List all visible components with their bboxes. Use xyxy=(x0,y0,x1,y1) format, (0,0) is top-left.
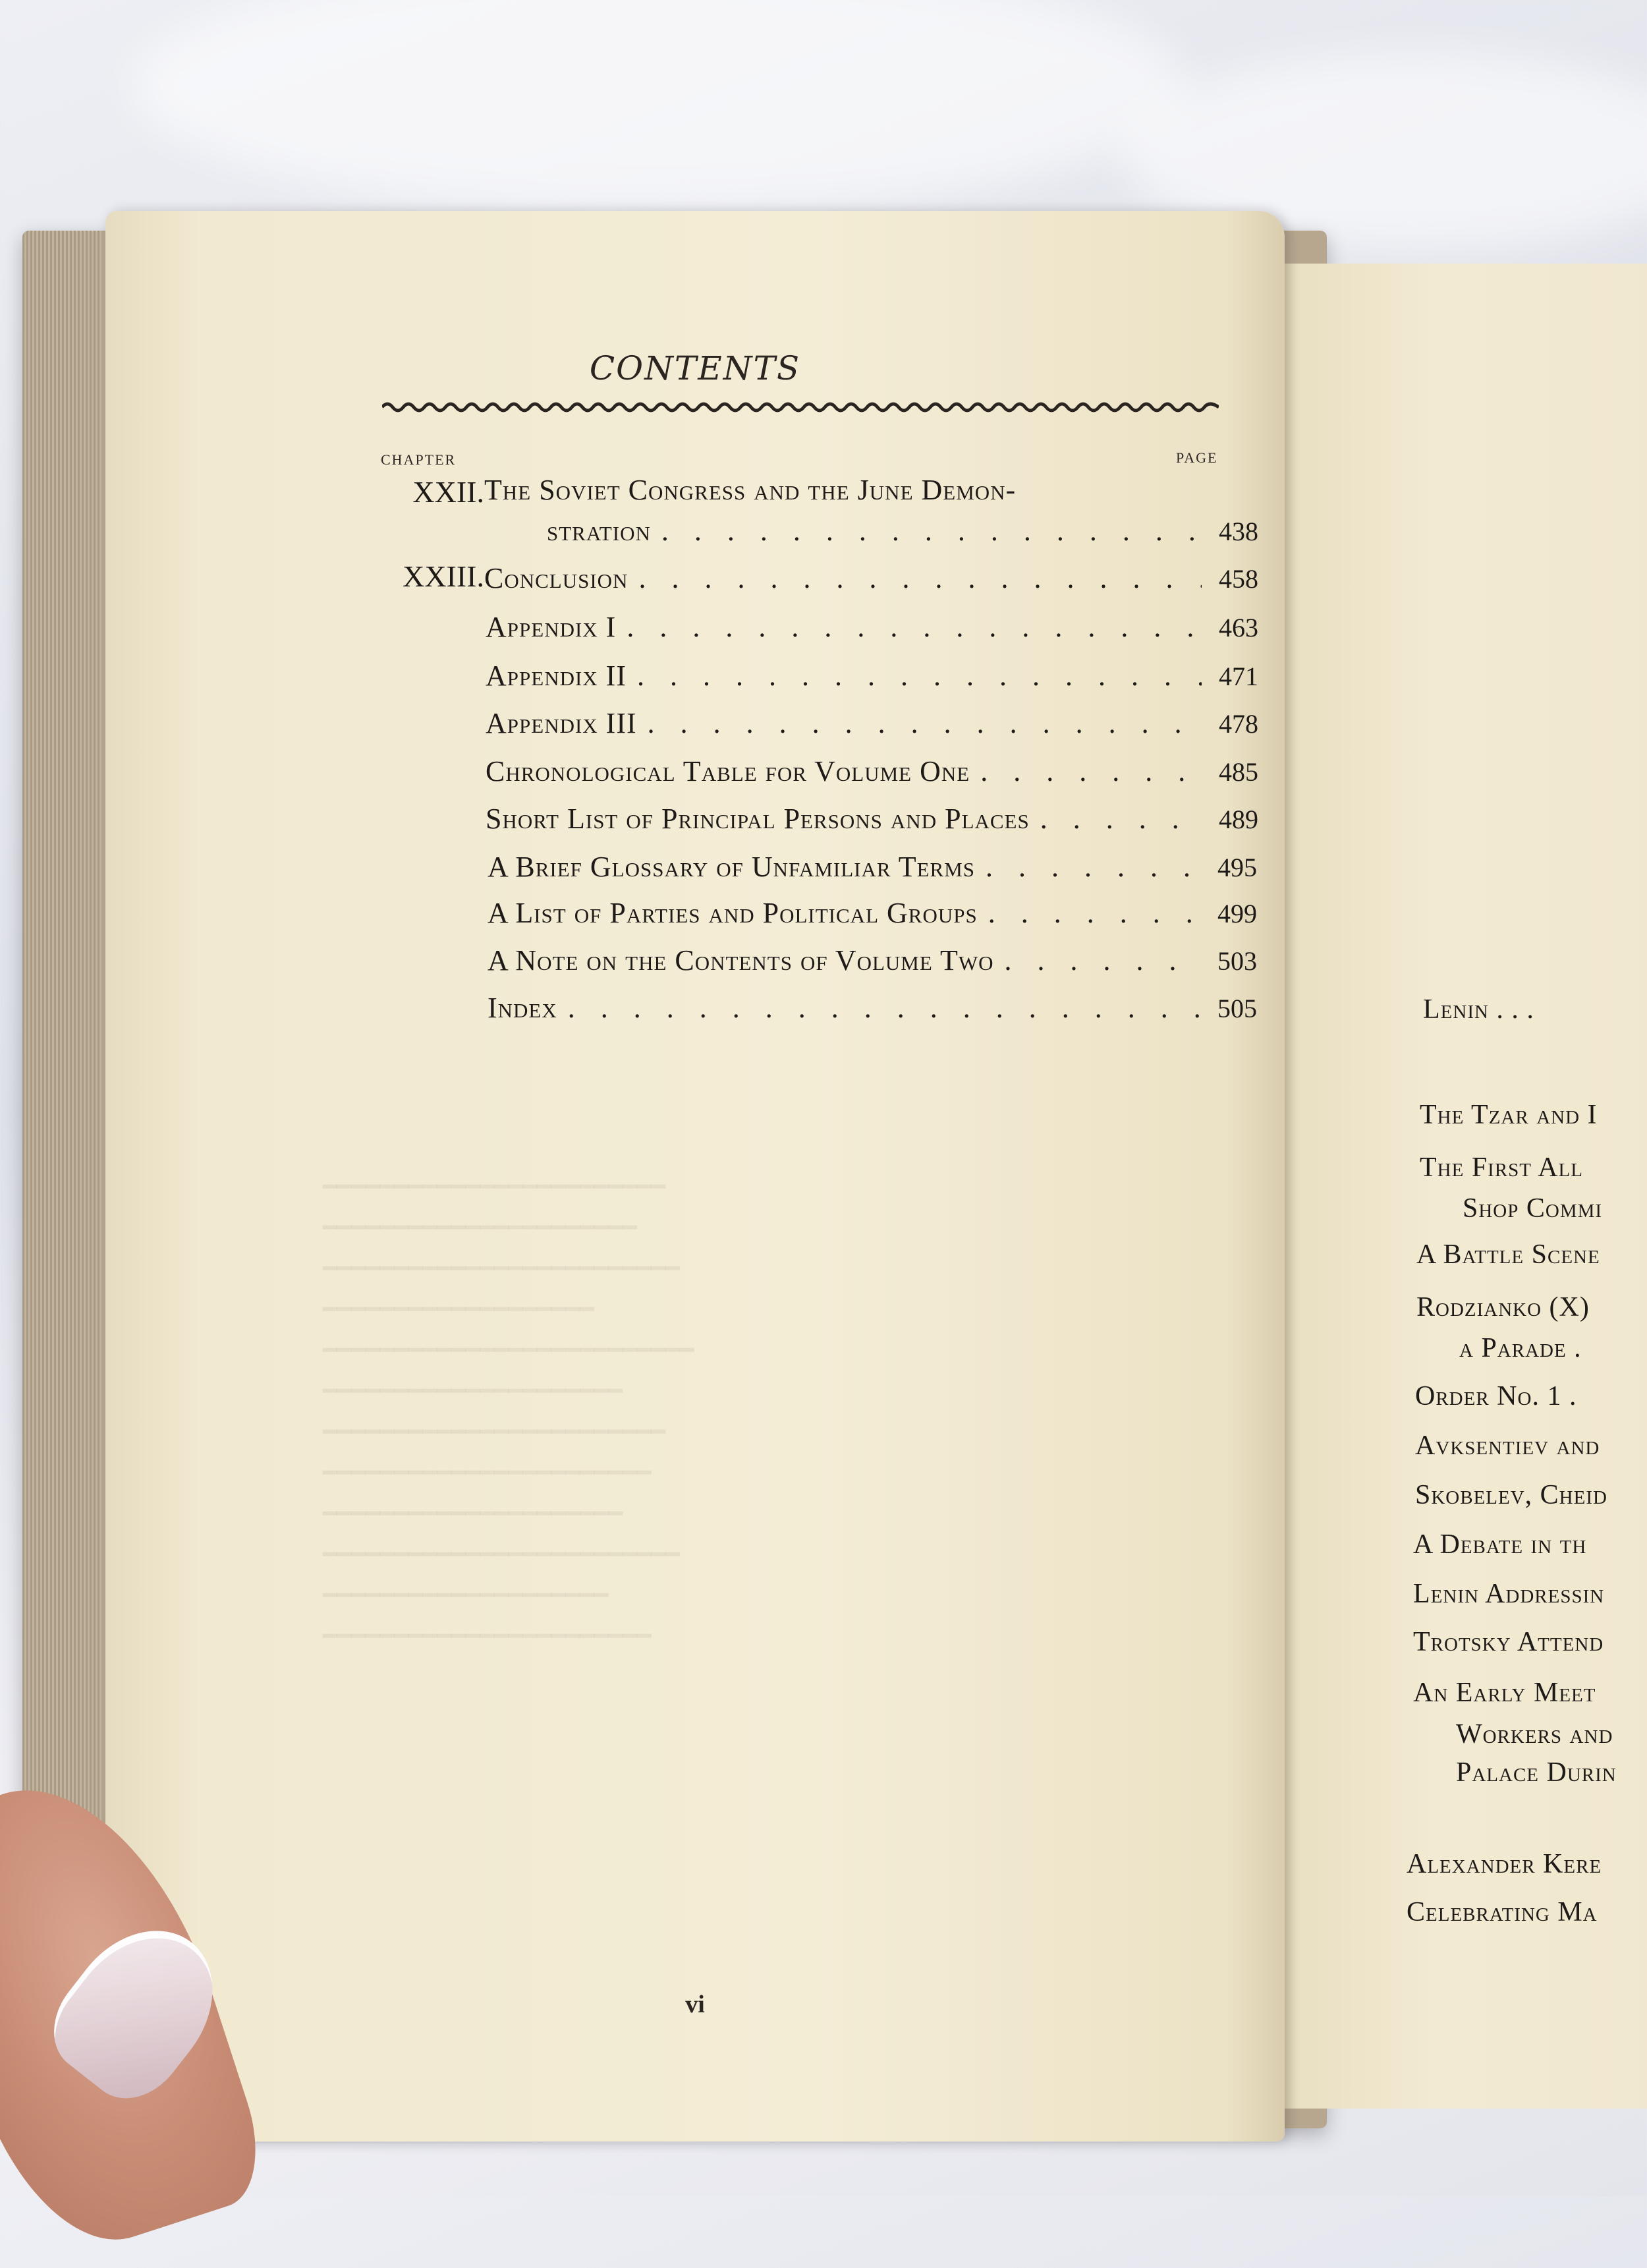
toc-entry-title: Appendix II xyxy=(486,660,627,692)
toc-entry-title: Appendix III xyxy=(486,707,637,739)
right-list-item: Avksentiev and xyxy=(1415,1431,1600,1461)
page-number: 463 xyxy=(1219,613,1258,642)
right-page xyxy=(1271,264,1647,2109)
page-number: 499 xyxy=(1217,899,1257,928)
page-number: 478 xyxy=(1219,709,1258,739)
toc-entry-title: stration xyxy=(547,515,651,547)
contents-heading: CONTENTS xyxy=(589,349,801,387)
cloth-highlight xyxy=(132,0,1186,211)
toc-entry xyxy=(486,706,1258,740)
page-number: 489 xyxy=(1219,805,1258,834)
right-list-item: Palace Durin xyxy=(1456,1757,1617,1788)
dot-leader xyxy=(627,610,1202,644)
dot-leader xyxy=(568,991,1200,1025)
toc-entry xyxy=(547,514,1258,548)
toc-entry xyxy=(488,944,1257,977)
right-list-item: A Battle Scene xyxy=(1416,1239,1600,1270)
right-list-item: The Tzar and I xyxy=(1420,1100,1598,1130)
toc-entry xyxy=(486,802,1258,836)
right-list-item: Lenin Addressin xyxy=(1413,1579,1605,1609)
dot-leader xyxy=(988,896,1200,930)
wavy-divider xyxy=(382,397,1219,417)
toc-entry-title: Conclusion xyxy=(484,562,628,594)
toc-entry-title: The Soviet Congress and the June Demon- xyxy=(484,474,1017,506)
toc-entry xyxy=(488,896,1257,930)
dot-leader xyxy=(1005,944,1200,977)
toc-entry xyxy=(486,610,1258,644)
page-number: 485 xyxy=(1219,757,1258,787)
dot-leader xyxy=(648,706,1202,740)
right-list-item: The First All xyxy=(1420,1152,1583,1183)
page-column-label: PAGE xyxy=(1176,449,1218,466)
page-number: 503 xyxy=(1217,946,1257,976)
toc-entry xyxy=(486,754,1258,788)
toc-entry xyxy=(488,991,1257,1025)
dot-leader xyxy=(1040,802,1202,836)
right-list-item: Order No. 1 . xyxy=(1415,1381,1577,1411)
chapter-number: XXIII. xyxy=(403,559,484,593)
dot-leader xyxy=(980,754,1202,788)
right-list-item: Trotsky Attend xyxy=(1413,1627,1604,1657)
page-folio: vi xyxy=(685,1991,705,2018)
toc-entry-title: A List of Parties and Political Groups xyxy=(488,897,978,929)
toc-entry xyxy=(484,473,1248,507)
right-list-item: Alexander Kere xyxy=(1407,1849,1602,1879)
right-list-item: Workers and xyxy=(1456,1719,1613,1749)
page-number: 505 xyxy=(1217,994,1257,1023)
right-list-item: Lenin . . . xyxy=(1423,994,1534,1025)
toc-entry-title: A Brief Glossary of Unfamiliar Terms xyxy=(488,851,976,883)
right-list-item: Rodzianko (X) xyxy=(1416,1292,1590,1322)
show-through-text: ━━━━━━━━━━━━━━━━━━━━━━━━ ━━━━━━━━━━━━━━━━━━━━━━ ━━━━━━━━━━━━━━━━━━━━━━━━━ ━━━━━━━━━━━━━━━━━━━ ━━━━━━━━━━━━━━━━━━━━━━━━━━ ━━━━━━━━━━━━━━━━━━━━━ ━━━━━━━━━━━━━━━━━━━━━━━━ ━━━━━━━━━━━━━━━━━━━━━━━ ━━━━━━━━━━━━━━━━━━━━━ ━━━━━━━━━━━━━━━━━━━━━━━━━ ━━━━━━━━━━━━━━━━━━━━ ━━━━━━━━━━━━━━━━━━━━━━━ xyxy=(323,1174,694,1649)
toc-entry-title: Index xyxy=(488,992,557,1024)
toc-entry-title: Appendix I xyxy=(486,611,617,643)
left-page xyxy=(105,211,1285,2141)
dot-leader xyxy=(637,659,1202,693)
right-list-item: Skobelev, Cheid xyxy=(1415,1480,1607,1510)
toc-entry xyxy=(486,659,1258,693)
toc-entry-title: Chronological Table for Volume One xyxy=(486,755,970,787)
toc-entry-title: Short List of Principal Persons and Places xyxy=(486,803,1030,835)
toc-entry xyxy=(488,850,1257,884)
dot-leader xyxy=(638,561,1202,595)
right-list-item: a Parade . xyxy=(1459,1333,1582,1363)
page-number: 495 xyxy=(1217,853,1257,882)
chapter-number: XXII. xyxy=(412,475,484,509)
dot-leader xyxy=(661,514,1202,548)
page-number: 458 xyxy=(1219,564,1258,594)
page-number: 438 xyxy=(1219,517,1258,546)
right-list-item: Celebrating Ma xyxy=(1407,1897,1598,1927)
right-list-item: A Debate in th xyxy=(1413,1529,1587,1560)
chapter-column-label: CHAPTER xyxy=(381,451,457,468)
toc-entry-title: A Note on the Contents of Volume Two xyxy=(488,944,994,977)
page-number: 471 xyxy=(1219,662,1258,691)
right-list-item: Shop Commi xyxy=(1463,1193,1603,1224)
toc-entry xyxy=(484,561,1258,595)
right-list-item: An Early Meet xyxy=(1413,1678,1596,1708)
dot-leader xyxy=(986,850,1200,884)
